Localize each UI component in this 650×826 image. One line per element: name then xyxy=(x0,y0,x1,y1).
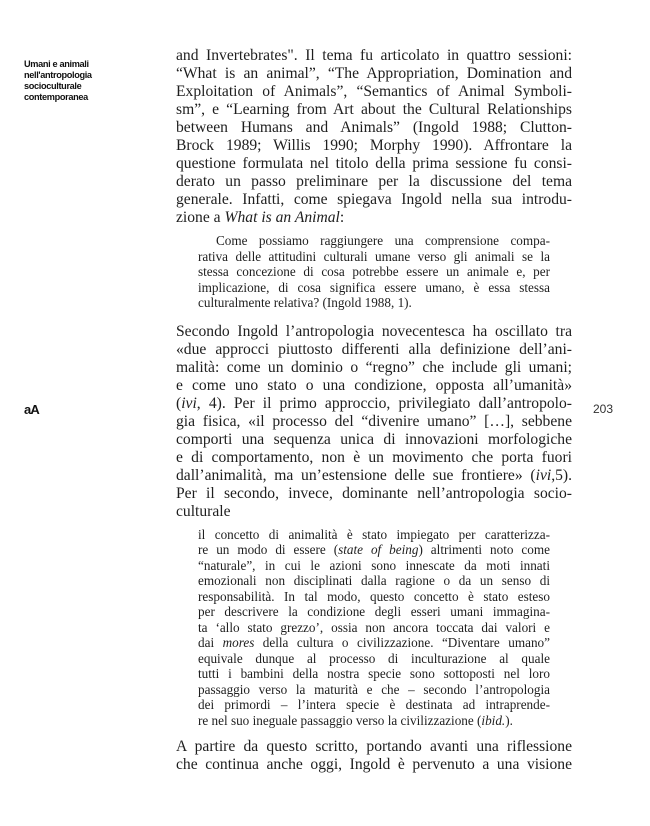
text-fragment: : xyxy=(339,209,345,226)
quote-line: equivale dunque al processo di inculturazione al quale xyxy=(198,650,550,666)
quote-line: culturalmente relativa? (Ingold 1988, 1). xyxy=(198,295,412,310)
text-line: Secondo Ingold l’antropologia novecentesca ha oscillato tra xyxy=(176,322,572,340)
text-fragment: zione a xyxy=(176,209,225,226)
text-fragment: della cultura o civilizzazione. “Diventare umano” xyxy=(254,635,550,650)
paragraph-3 xyxy=(176,738,572,774)
running-head-line: nell'antropologia xyxy=(24,70,92,80)
running-head-line: contemporanea xyxy=(24,92,88,102)
italic-citation: ivi xyxy=(535,466,552,484)
text-fragment: ) altrimenti noto come xyxy=(418,542,550,557)
quote-line: per descrivere la condizione degli esseri umani immagina- xyxy=(198,604,550,619)
quote-line: il concetto di animalità è stato impiegato per caratterizza- xyxy=(198,526,550,542)
text-line: derato un passo preliminare per la discussione del tema xyxy=(176,173,572,190)
quote-line: emozionali non disciplinati dalla ragione o da un senso di xyxy=(198,573,550,588)
italic-title: What is an Animal xyxy=(224,209,340,226)
quote-line: tutti i bambini della nostra specie sono sottoposti nel loro xyxy=(198,666,550,681)
text-fragment: , 4). Per il primo approccio, privilegiato dall’antropolo- xyxy=(196,394,572,412)
text-line: sm”, e “Learning from Art about the Cultural Relationships xyxy=(176,101,572,118)
text-line: Per il secondo, invece, dominante nell’antropologia socio- xyxy=(176,484,572,502)
text-fragment: ,5). xyxy=(551,466,572,484)
italic-term: state of being xyxy=(338,542,419,557)
text-fragment: ). xyxy=(505,712,513,728)
text-line: comporti una sequenza unica di innovazioni morfologiche xyxy=(176,430,572,448)
text-line: questione formulata nel titolo della prima sessione fu consi- xyxy=(176,155,572,172)
running-head-line: socioculturale xyxy=(24,81,82,91)
text-line: che continua anche oggi, Ingold è pervenuto a una visione xyxy=(176,756,572,773)
quote-line: “naturale”, in cui le azioni sono innescate da moti innati xyxy=(198,557,550,573)
quote-line: rativa delle attitudini culturali umane verso gli animali se la xyxy=(198,248,550,264)
text-line: and Invertebrates". Il tema fu articolato in quattro sessioni: xyxy=(176,47,572,64)
text-line: A partire da questo scritto, portando avanti una riflessione xyxy=(176,738,572,755)
text-line xyxy=(176,209,572,227)
text-fragment: dai xyxy=(198,635,223,650)
quote-line xyxy=(198,635,550,651)
paragraph-1 xyxy=(176,47,572,227)
italic-citation: ivi xyxy=(181,394,197,412)
text-line: “What is an animal”, “The Appropriation, Domination and xyxy=(176,65,572,82)
text-line: between Humans and Animals” (Ingold 1988; Clutton- xyxy=(176,119,572,136)
page-number: 203 xyxy=(593,402,614,416)
text-line: generale. Infatti, come spiegava Ingold nella sua introdu- xyxy=(176,191,572,208)
quote-line: passaggio verso la maturità e che – secondo l’antropologia xyxy=(198,681,550,697)
running-head-line: Umani e animali xyxy=(24,59,89,69)
quote-line: implicazione, di cosa significa essere umano, è essa stessa xyxy=(198,279,550,295)
text-fragment: re un modo di essere ( xyxy=(198,542,339,557)
text-line: gia fisica, «il processo del “divenire umano” […], sebbene xyxy=(176,412,572,430)
publisher-logo: aA xyxy=(24,402,40,417)
text-line: e di comportamento, non è un movimento che porta fuori xyxy=(176,448,572,466)
quote-line: responsabilità. In tal modo, questo concetto è stato esteso xyxy=(198,588,550,604)
italic-citation: ibid. xyxy=(481,712,506,728)
text-line: (ivi, 4). Per il primo approccio, privilegiato dall’antropolo- xyxy=(176,394,572,412)
quote-line: ta ‘allo stato grezzo’, ossia non ancora toccata dai valori e xyxy=(198,619,550,635)
main-text-column xyxy=(176,47,572,774)
text-line: Exploitation of Animals”, “Semantics of Animal Symboli- xyxy=(176,83,572,100)
text-line: e come uno stato o una condizione, opposta all’umanità» xyxy=(176,376,572,394)
quote-line: dei primordi – l’intera specie è destinata ad intraprende- xyxy=(198,697,550,712)
italic-term: mores xyxy=(222,635,255,650)
quote-line xyxy=(198,713,550,729)
quote-line: stessa concezione di cosa potrebbe essere un animale e, per xyxy=(198,264,550,279)
text-fragment: re nel suo ineguale passaggio verso la civilizzazione ( xyxy=(198,712,482,728)
quote-line xyxy=(198,542,550,558)
running-head-title xyxy=(24,59,144,103)
text-fragment: dall’animalità, ma un’estensione delle sue frontiere» ( xyxy=(176,466,536,484)
text-line: «due approcci piuttosto differenti alla definizione dell’ani- xyxy=(176,340,572,358)
text-line xyxy=(176,467,572,485)
quote-line: Come possiamo raggiungere una comprensione compa- xyxy=(216,233,550,248)
block-quote-2 xyxy=(198,527,550,729)
text-line: culturale xyxy=(176,502,231,520)
block-quote-1 xyxy=(198,233,550,311)
text-line: malità: come un dominio o “regno” che include gli umani; xyxy=(176,358,572,376)
paragraph-2 xyxy=(176,323,572,521)
text-line: Brock 1989; Willis 1990; Morphy 1990). Affrontare la xyxy=(176,137,572,154)
